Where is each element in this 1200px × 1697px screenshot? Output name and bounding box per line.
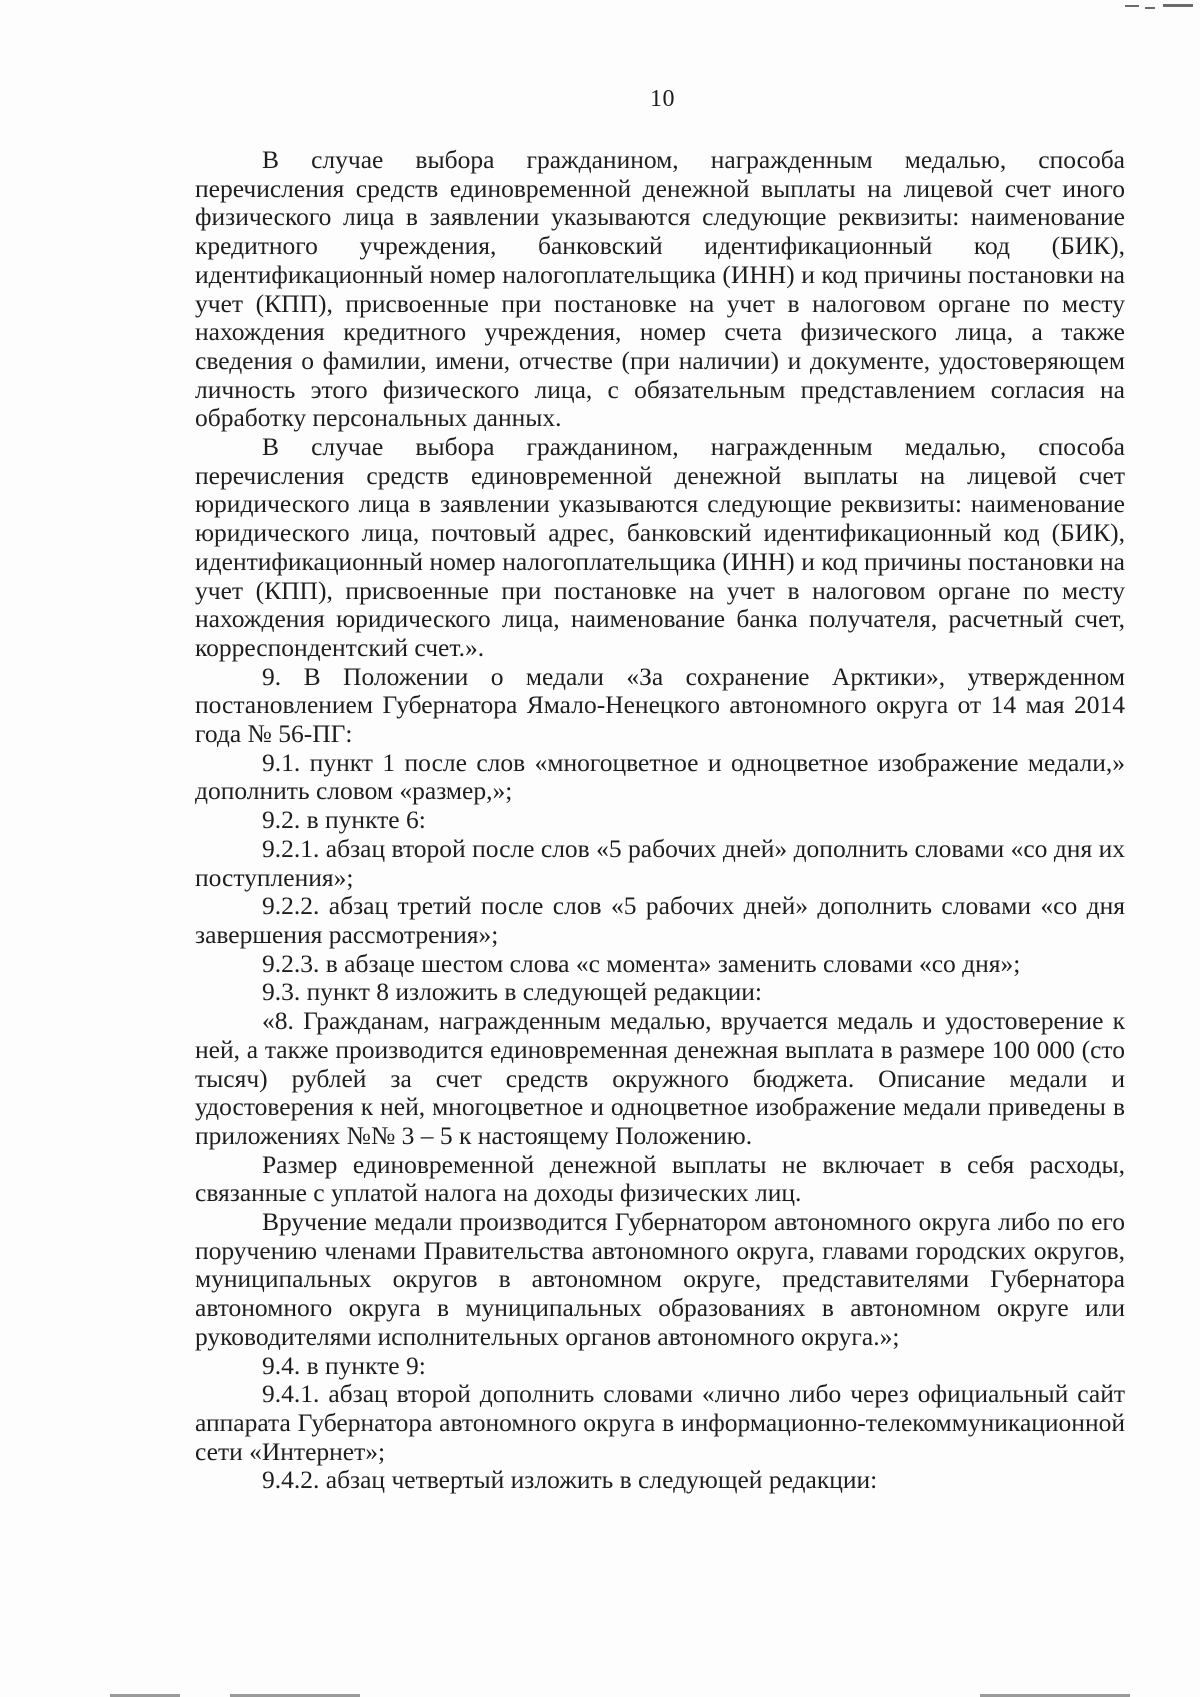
- page-number: 10: [650, 86, 675, 112]
- document-body: [195, 146, 1125, 1495]
- paragraph-item-9-2: 9.2. в пункте 6:: [262, 805, 426, 835]
- paragraph-item-9-4: 9.4. в пункте 9:: [262, 1350, 426, 1380]
- paragraph-clause-8: «8. Гражданам, награжденным медалью, вручается медаль и удостоверение к ней, а также производится единовременная денежная выплата в размере 100 000 (сто тысяч) рублей за счет средств окружного бюджета. Описание медали и удостоверения к ней, многоцветное и одноцветное изображение медали приведены в приложениях №№ 3 – 5 к настоящему Положению.: [195, 1006, 1125, 1150]
- paragraph-item-9-4-2: 9.4.2. абзац четвертый изложить в следующей редакции:: [262, 1465, 878, 1495]
- paragraph-item-9-4-1: 9.4.1. абзац второй дополнить словами «лично либо через официальный сайт аппарата Губернатора автономного округа в информационно-телекоммуникационной сети «Интернет»;: [195, 1379, 1125, 1466]
- paragraph-item-9-2-3: 9.2.3. в абзаце шестом слова «с момента» заменить словами «со дня»;: [262, 948, 1021, 978]
- paragraph-item-9-2-1: 9.2.1. абзац второй после слов «5 рабочих дней» дополнить словами «со дня их поступления»;: [195, 833, 1125, 892]
- paragraph-payment-taxes: Размер единовременной денежной выплаты не включает в себя расходы, связанные с уплатой налога на доходы физических лиц.: [195, 1149, 1125, 1208]
- paragraph-item-9: 9. В Положении о медали «За сохранение Арктики», утвержденном постановлением Губернатора Ямало-Ненецкого автономного округа от 14 мая 2014 года № 56-ПГ:: [195, 661, 1125, 749]
- paragraph-item-9-3: 9.3. пункт 8 изложить в следующей редакции:: [262, 977, 762, 1007]
- scan-edge-mark: [1105, 0, 1200, 14]
- paragraph-medal-presentation: Вручение медали производится Губернатором автономного округа либо по его поручению членами Правительства автономного округа, главами городских округов, муниципальных округов в автономном округе, представителями Губернатора автономного округа в муниципальных образованиях в автономном округе или руководителями исполнительных органов автономного округа.»;: [195, 1207, 1125, 1351]
- scan-bottom-edge: [0, 1693, 1200, 1697]
- paragraph-legal-entity-account: В случае выбора гражданином, награжденным медалью, способа перечисления средств единовременной денежной выплаты на лицевой счет юридического лица в заявлении указываются следующие реквизиты: наименование юридического лица, почтовый адрес, банковский идентификационный код (БИК), идентификационный номер налогоплательщика (ИНН) и код причины постановки на учет (КПП), присвоенные при постановке на учет в налоговом органе по месту нахождения юридического лица, наименование банка получателя, расчетный счет, корреспондентский счет.».: [195, 432, 1125, 662]
- paragraph-item-9-2-2: 9.2.2. абзац третий после слов «5 рабочих дней» дополнить словами «со дня завершения рассмотрения»;: [195, 891, 1125, 949]
- paragraph-individual-account: В случае выбора гражданином, награжденным медалью, способа перечисления средств единовременной денежной выплаты на лицевой счет иного физического лица в заявлении указываются следующие реквизиты: наименование кредитного учреждения, банковский идентификационный код (БИК), идентификационный номер налогоплательщика (ИНН) и код причины постановки на учет (КПП), присвоенные при постановке на учет в налоговом органе по месту нахождения кредитного учреждения, номер счета физического лица, а также сведения о фамилии, имени, отчестве (при наличии) и документе, удостоверяющем личность этого физического лица, с обязательным представлением согласия на обработку персональных данных.: [195, 145, 1125, 433]
- paragraph-item-9-1: 9.1. пункт 1 после слов «многоцветное и одноцветное изображение медали,» дополнить словом «размер,»;: [195, 747, 1125, 806]
